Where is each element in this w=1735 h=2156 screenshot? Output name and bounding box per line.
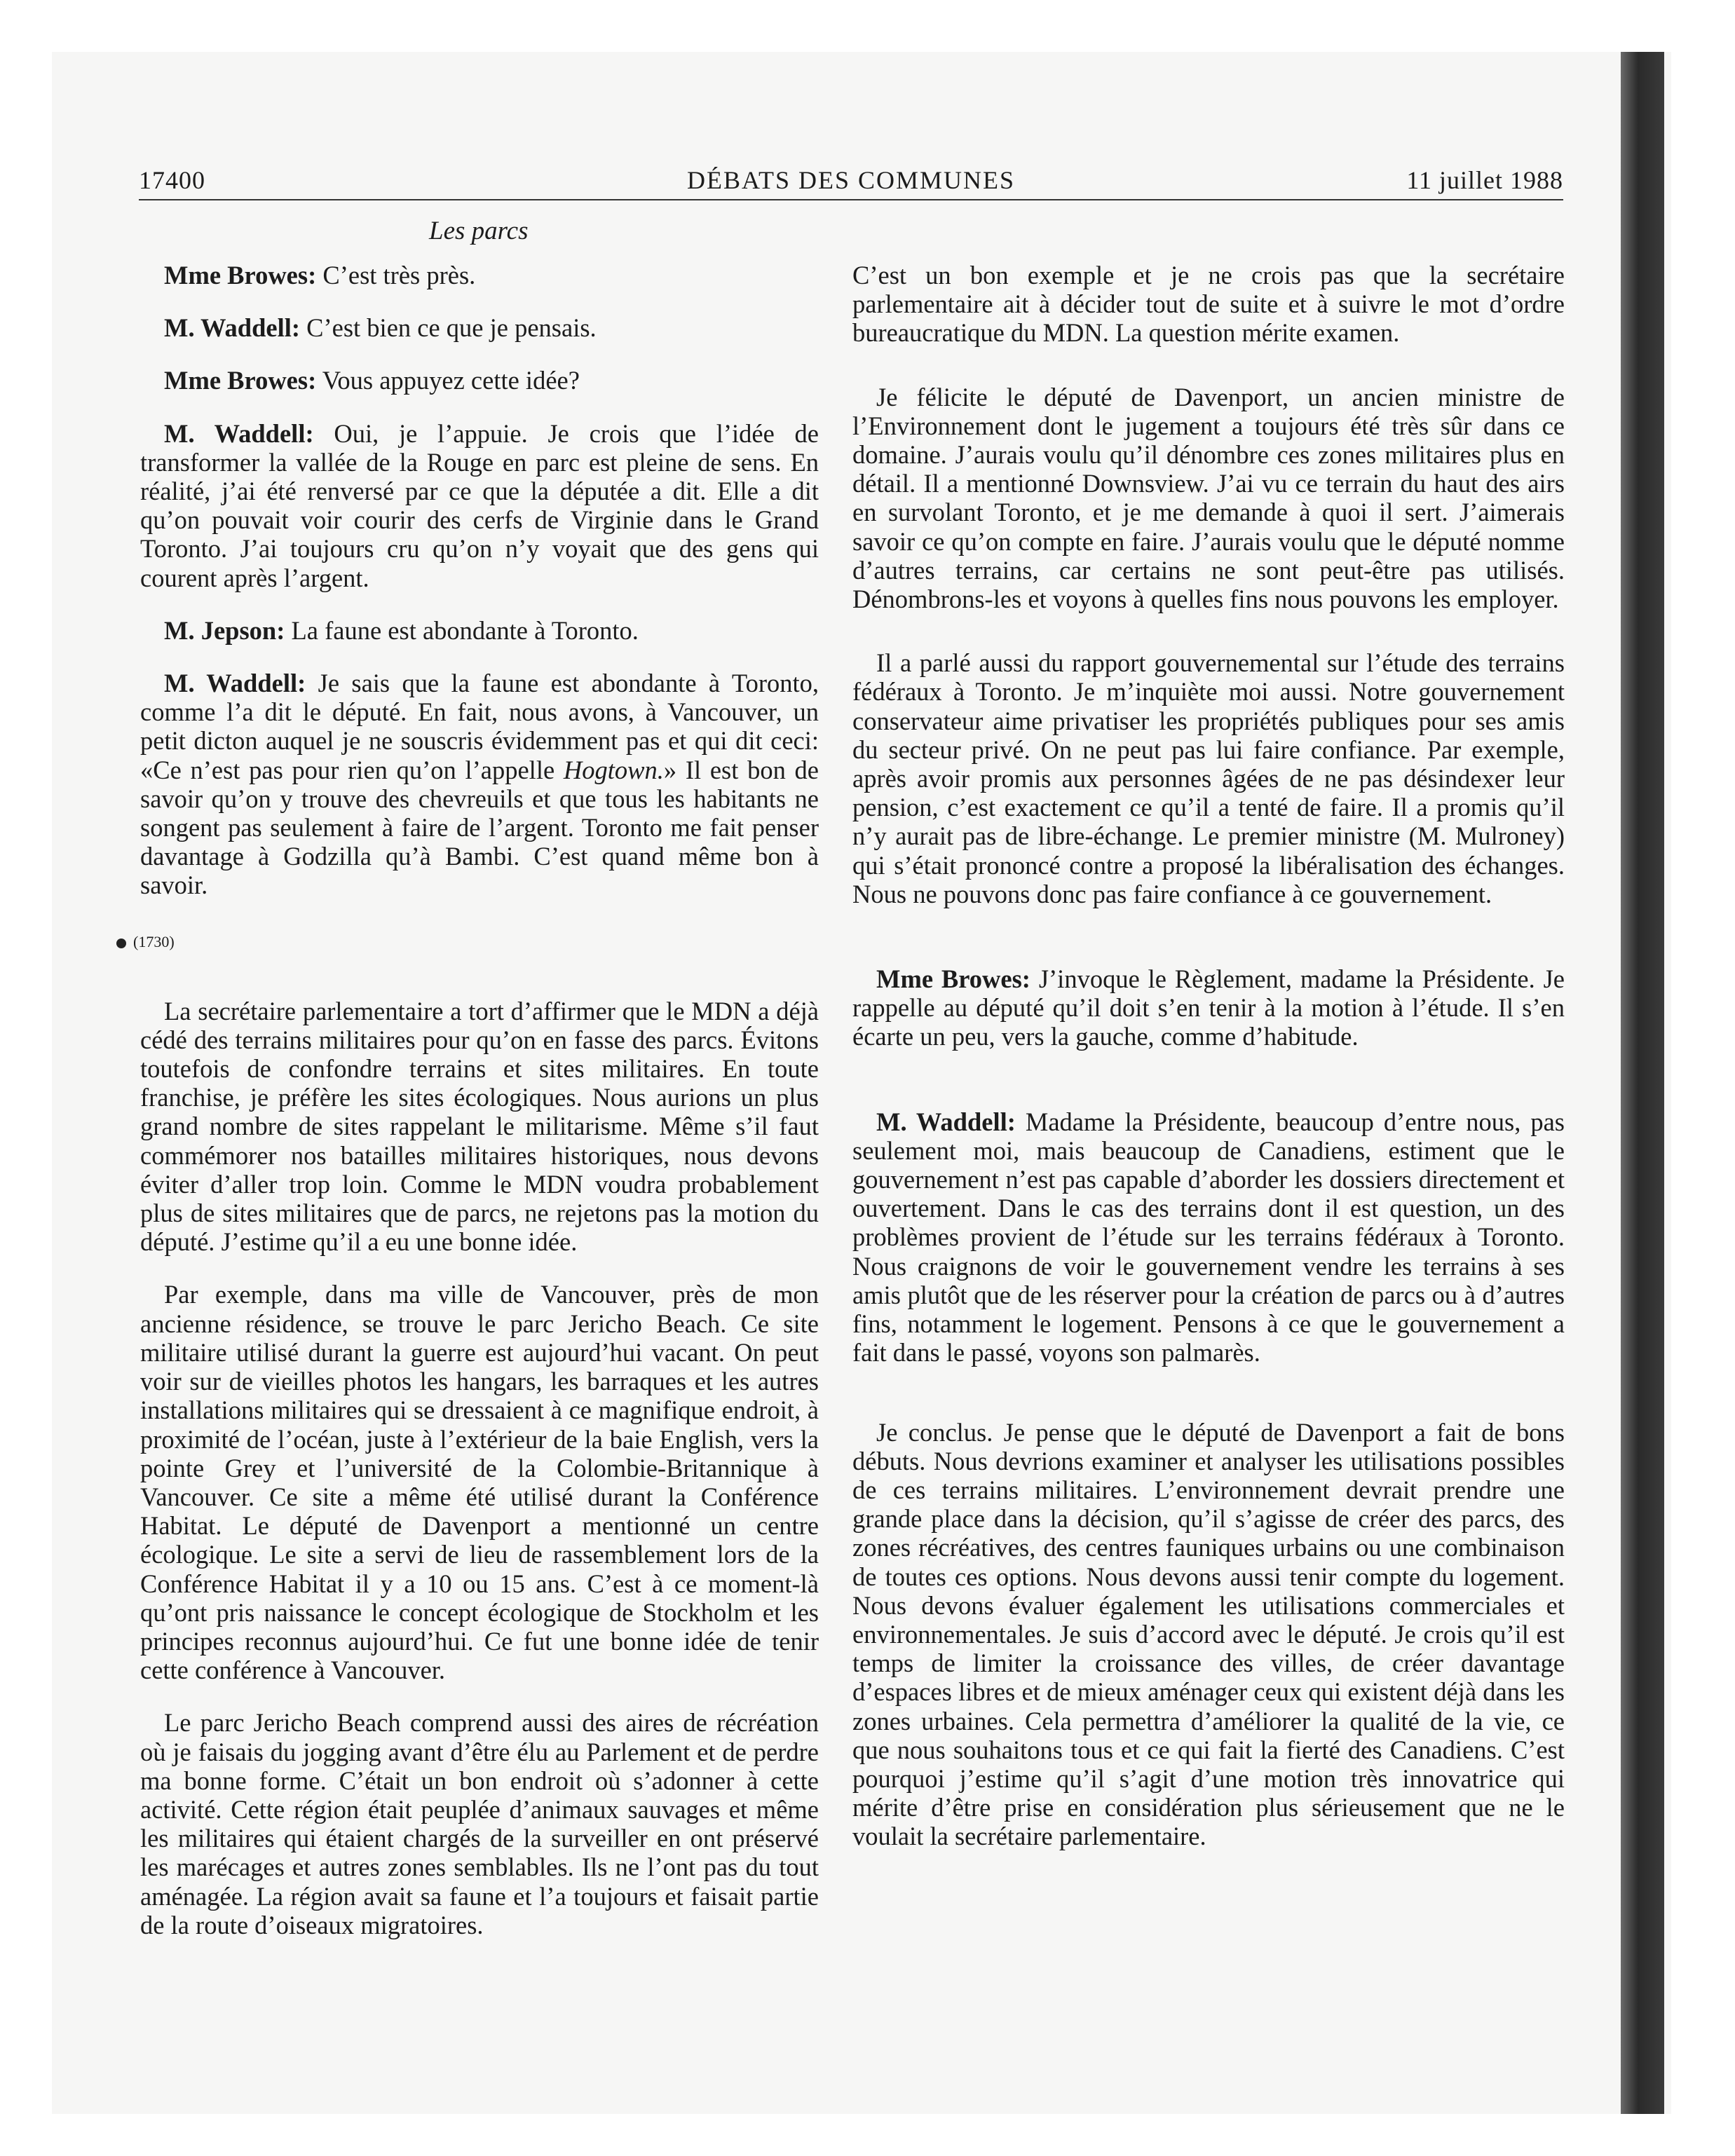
right-column [852, 261, 1565, 1851]
paragraph [140, 997, 819, 1257]
paragraph-text: La faune est abondante à Toronto. [285, 615, 639, 645]
speaker-name: Mme Browes: [164, 366, 317, 395]
speaker-name: M. Jepson: [164, 615, 285, 645]
paragraph [852, 964, 1565, 1051]
paragraph [140, 1280, 819, 1684]
paragraph-text: C’est très près. [316, 261, 476, 289]
left-column [133, 261, 819, 1939]
paragraph [140, 313, 819, 342]
paragraph [140, 1708, 819, 1939]
publication-title: DÉBATS DES COMMUNES [686, 166, 1016, 194]
paragraph [140, 261, 819, 289]
speaker-name: Mme Browes: [876, 964, 1030, 994]
timestamp [116, 928, 819, 956]
page-header [139, 165, 1563, 200]
paragraph [140, 669, 819, 900]
paragraph-text: Le parc Jericho Beach comprend aussi des aires de récréation où je faisais du jogging avant d’être élu au Parlement et de perdre ma bonne forme. C’était un bon endroit où s’adonner à cette activité. Cette région était peuplée d’animaux sauvages et même les militaires qui étaient chargés de la surveiller en ont préservé les marécages et autres zones semblables. Ils ne l’ont pas du tout aménagée. La région avait sa faune et l’a toujours et faisait partie de la route d’oiseaux migratoires. [140, 1708, 819, 1939]
paragraph [852, 383, 1565, 614]
page-number: 17400 [139, 166, 205, 194]
page-date: 11 juillet 1988 [1406, 166, 1563, 194]
subject-heading: Les parcs [429, 217, 529, 245]
paragraph-text: Je félicite le député de Davenport, un ancien ministre de l’Environnement dont le jugement a toujours été très sûr dans ce domaine. J’aurais voulu qu’il dénombre ces zones militaires plus en détail. Il a mentionné Downsview. J’ai vu ce terrain du haut des airs en survolant Toronto, et je me demande à quoi il sert. J’aimerais savoir ce qu’on compte en faire. J’aurais voulu que le député nomme d’autres terrains, car certains ne sont peut-être pas utilisés. Dénombrons-les et voyons à quelles fins nous pouvons les employer. [852, 382, 1565, 614]
speaker-name: Mme Browes: [164, 261, 317, 289]
paragraph-text: Je sais que la faune est abondante à Toronto, comme l’a dit le député. En fait, nous avons, à Vancouver, un petit dicton auquel je ne souscris évidemment pas et qui dit ceci: «Ce n’est pas pour rien qu’on l’appelle [140, 669, 819, 784]
scan-edge-shadow [1621, 52, 1664, 2114]
paragraph [852, 1107, 1565, 1367]
paragraph [140, 366, 819, 395]
italic-term: Hogtown. [563, 755, 664, 784]
paragraph [852, 1418, 1565, 1851]
speaker-name: M. Waddell: [164, 669, 306, 698]
paragraph [140, 419, 819, 592]
paragraph [140, 616, 819, 645]
speaker-name: M. Waddell: [164, 418, 314, 448]
speaker-name: M. Waddell: [164, 313, 301, 343]
bullet-icon [116, 939, 126, 948]
paragraph-text: » Il est bon de savoir qu’on y trouve des chevreuils et que tous les habitants ne songent pas seulement à faire de l’argent. Toronto me fait penser davantage à Godzilla qu’à Bambi. C’est quand même bon à savoir. [140, 755, 819, 900]
timestamp-text: (1730) [133, 932, 175, 950]
paragraph-text: J’invoque le Règlement, madame la Présidente. Je rappelle au député qu’il doit s’en tenir à la motion à l’étude. Il s’en écarte un peu, vers la gauche, comme d’habitude. [852, 964, 1565, 1051]
paragraph-text: Il a parlé aussi du rapport gouvernemental sur l’étude des terrains fédéraux à Toronto. Je m’inquiète moi aussi. Notre gouvernement conservateur aime privatiser les propriétés publiques pour ses amis du secteur privé. On ne peut pas lui faire confiance. Par exemple, après avoir promis aux personnes âgées de ne pas désindexer leur pension, c’est exactement ce qu’il a tenté de faire. Il a promis qu’il n’y aurait pas de libre-échange. Le premier ministre (M. Mulroney) qui s’était prononcé contre a proposé la libéralisation des échanges. Nous ne pouvons donc pas faire confiance à ce gouvernement. [852, 648, 1565, 908]
paragraph [852, 648, 1565, 908]
paragraph-text: Vous appuyez cette idée? [316, 366, 580, 395]
speaker-name: M. Waddell: [876, 1107, 1016, 1136]
paragraph-text: Je conclus. Je pense que le député de Davenport a fait de bons débuts. Nous devrions examiner et analyser les utilisations possibles de ces terrains militaires. L’environnement devrait prendre une grande place dans la décision, qu’il s’agisse de créer des parcs, des zones récréatives, des centres fauniques urbains ou une combinaison de toutes ces options. Nous devons aussi tenir compte du logement. Nous devons évaluer également les utilisations commerciales et environnementales. Je suis d’accord avec le député. Je crois qu’il est temps de limiter la croissance des villes, de créer davantage d’espaces libres et de mieux aménager ceux qui existent déjà dans les zones urbaines. Cela permettra d’améliorer la qualité de la vie, ce que nous souhaitons tous et ce qui fait la fierté des Canadiens. C’est pourquoi j’estime qu’il s’agit d’une motion très innovatrice qui mérite d’être prise en considération plus sérieusement que ne le voulait la secrétaire parlementaire. [852, 1417, 1565, 1851]
header-rule [139, 199, 1563, 200]
paragraph-text: Madame la Présidente, beaucoup d’entre nous, pas seulement moi, mais beaucoup de Canadiens, estiment que le gouvernement n’est pas capable d’aborder les dossiers directement et ouvertement. Dans le cas des terrains dont il est question, un des problèmes provient de l’étude sur les terrains fédéraux à Toronto. Nous craignons de voir le gouvernement vendre les terrains à ses amis plutôt que de les réserver pour la création de parcs ou à d’autres fins, notamment le logement. Pensons à ce que le gouvernement a fait dans le passé, voyons son palmarès. [852, 1107, 1565, 1367]
paragraph-text: C’est un bon exemple et je ne crois pas que la secrétaire parlementaire ait à décider tout de suite et à suivre le mot d’ordre bureaucratique du MDN. La question mérite examen. [852, 261, 1565, 348]
paragraph-text: Oui, je l’appuie. Je crois que l’idée de transformer la vallée de la Rouge en parc est pleine de sens. En réalité, j’ai été renversé par ce que la députée a dit. Elle a dit qu’on pouvait voir courir des cerfs de Virginie dans le Grand Toronto. J’ai toujours cru qu’on n’y voyait que des gens qui courent après l’argent. [140, 418, 819, 592]
paragraph [852, 261, 1565, 348]
paragraph-text: C’est bien ce que je pensais. [300, 313, 597, 343]
paragraph-text: Par exemple, dans ma ville de Vancouver, près de mon ancienne résidence, se trouve le parc Jericho Beach. Ce site militaire utilisé durant la guerre est aujourd’hui vacant. On peut voir sur de vieilles photos les hangars, les barraques et les autres installations militaires qui se dressaient à ce magnifique endroit, à proximité de l’océan, juste à l’extérieur de la baie English, vers la pointe Grey et l’université de la Colombie-Britannique à Vancouver. Ce site a même été utilisé durant la Conférence Habitat. Le député de Davenport a mentionné un centre écologique. Le site a servi de lieu de rassemblement lors de la Conférence Habitat il y a 10 ou 15 ans. C’est à ce moment-là qu’ont pris naissance le concept écologique de Stockholm et les principes reconnus aujourd’hui. Ce fut une bonne idée de tenir cette conférence à Vancouver. [140, 1280, 819, 1685]
paragraph-text: La secrétaire parlementaire a tort d’affirmer que le MDN a déjà cédé des terrains militaires pour qu’on en fasse des parcs. Évitons toutefois de confondre terrains et sites militaires. En toute franchise, je préfère les sites écologiques. Nous aurions un plus grand nombre de sites rappelant le militarisme. Même s’il faut commémorer nos batailles militaires historiques, nous devons éviter d’aller trop loin. Comme le MDN voudra probablement plus de sites militaires que de parcs, ne rejetons pas la motion du député. J’estime qu’il a eu une bonne idée. [140, 996, 819, 1257]
